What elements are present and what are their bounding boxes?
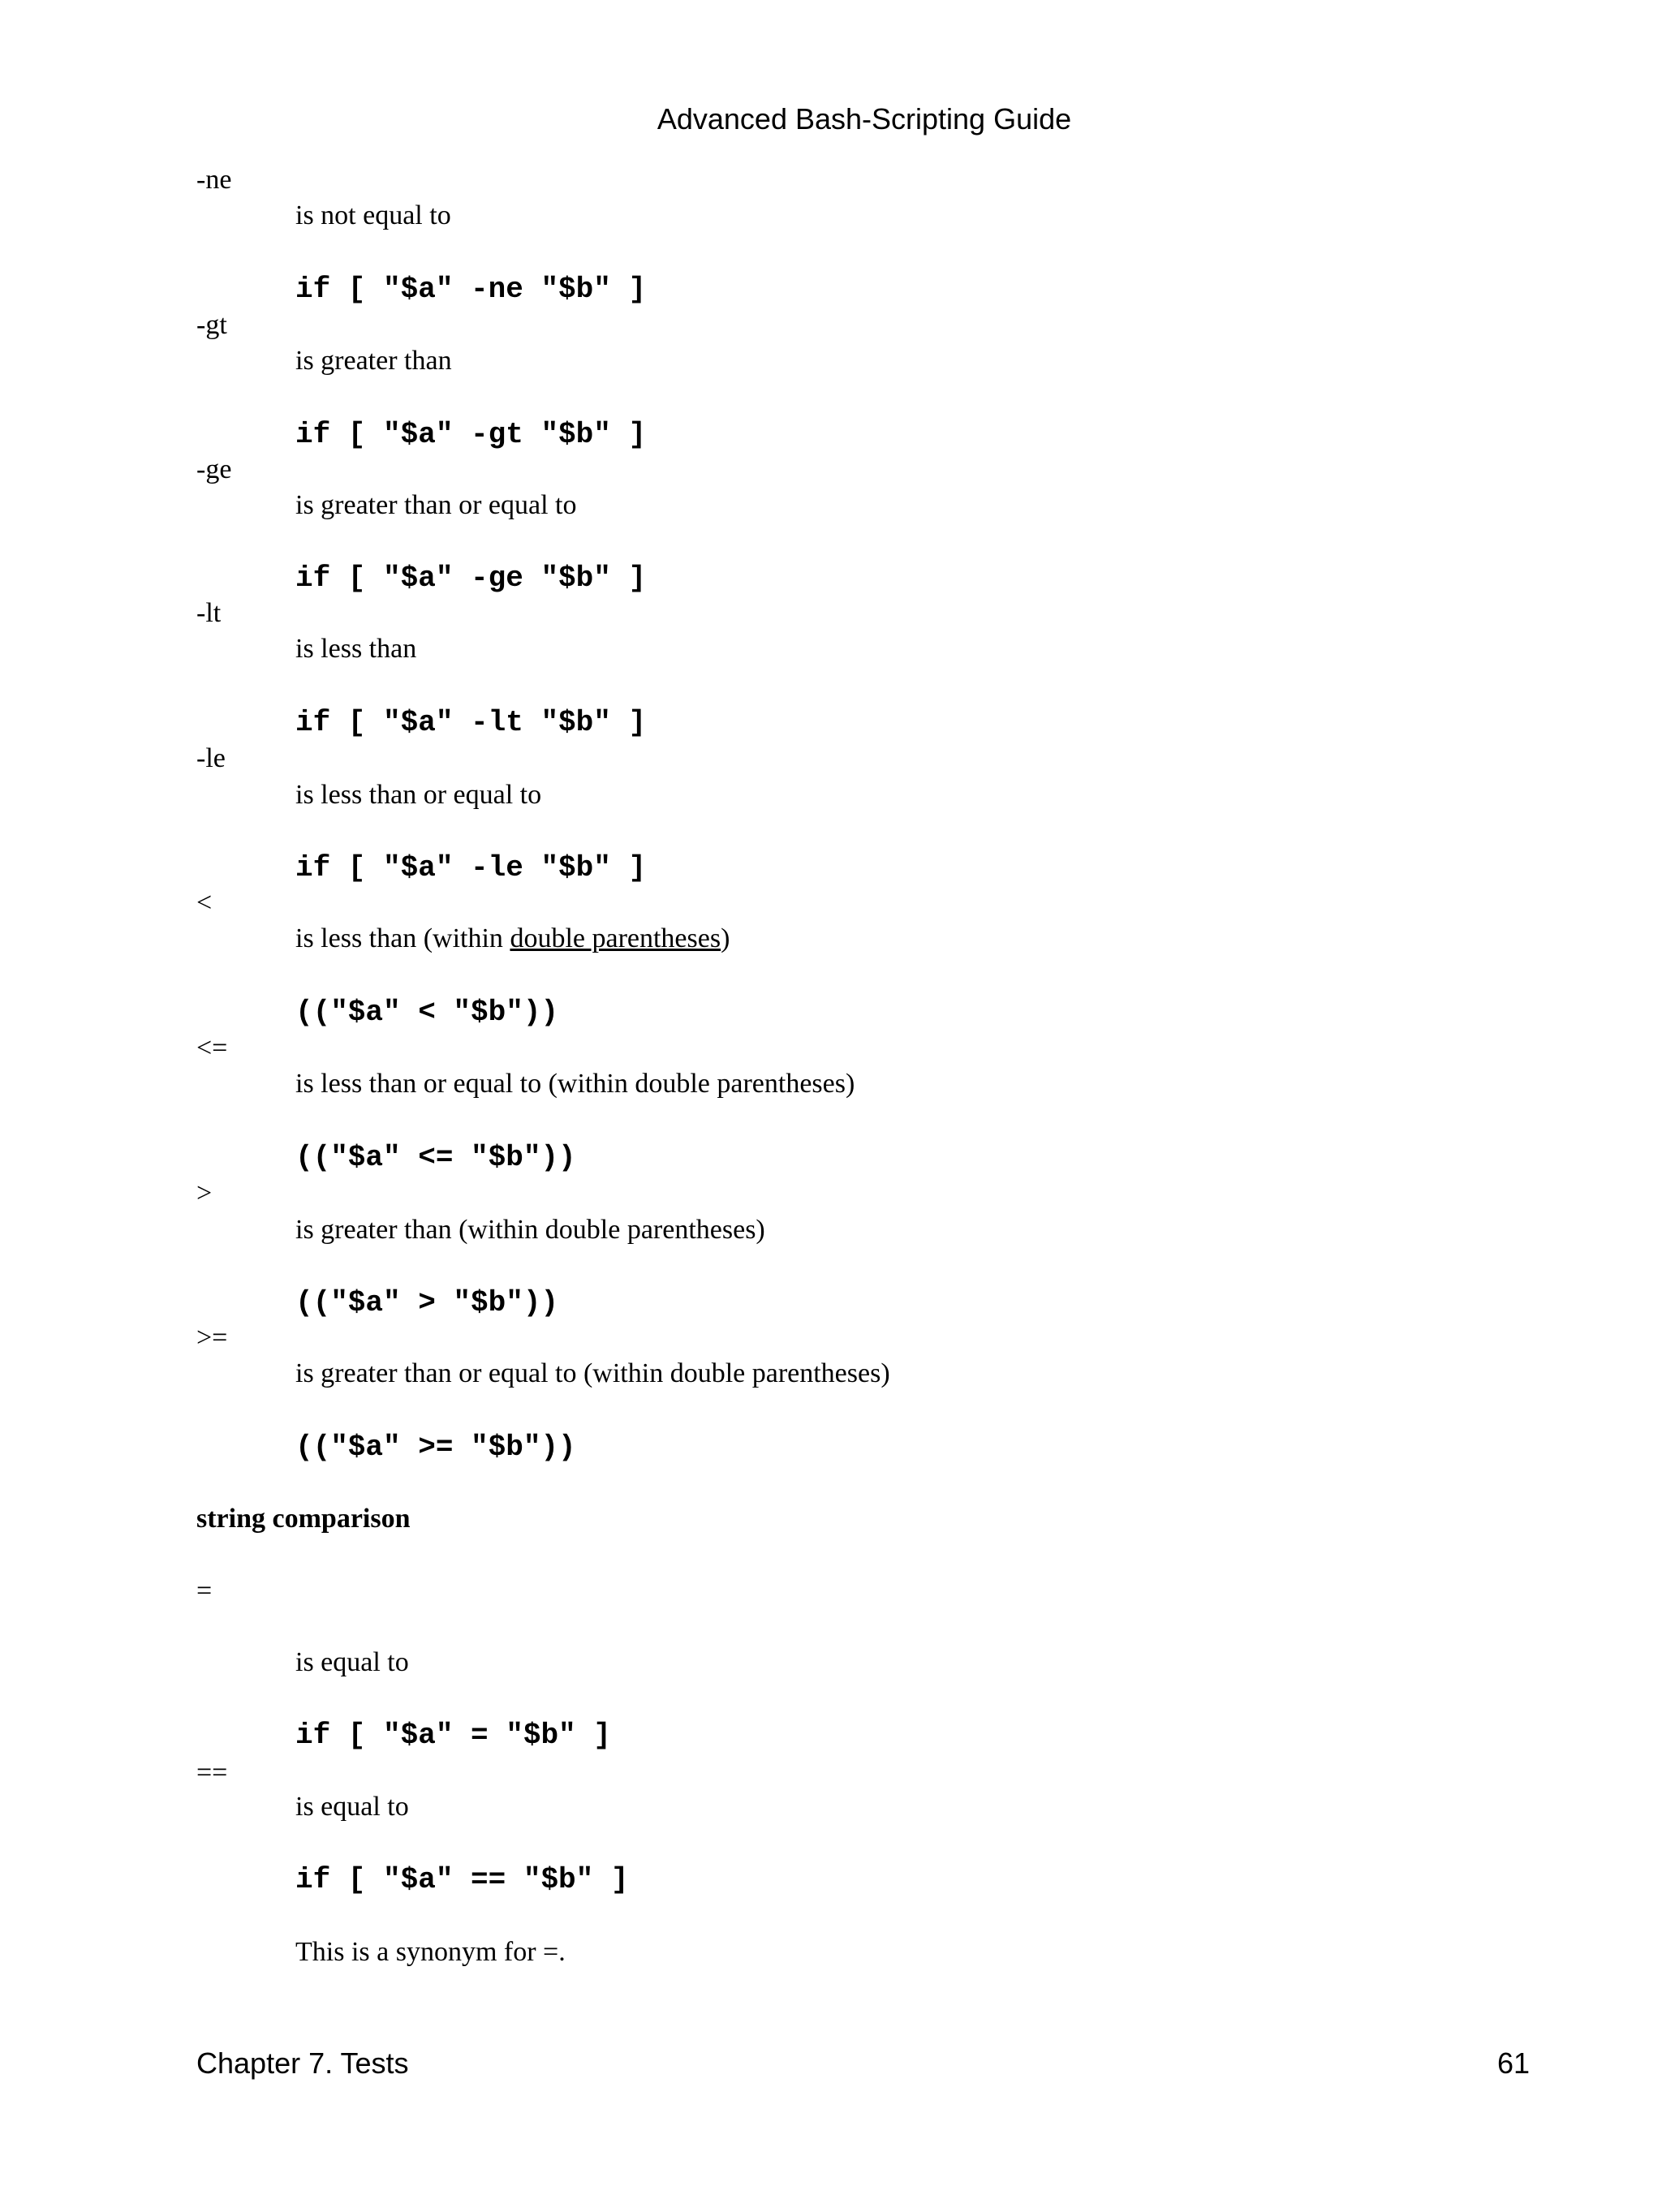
- code-example-equal: if [ "$a" = "$b" ]: [295, 1719, 611, 1752]
- code-example-ge: if [ "$a" -ge "$b" ]: [295, 562, 647, 595]
- definition-lteq: is less than or equal to (within double parentheses): [295, 1069, 855, 1099]
- term-equal: =: [196, 1576, 213, 1606]
- definition-text-end: ): [721, 923, 730, 953]
- definition-double-equal: is equal to: [295, 1792, 409, 1822]
- definition-ne: is not equal to: [295, 200, 451, 230]
- definition-equal: is equal to: [295, 1647, 409, 1677]
- term-lteq: <=: [196, 1033, 228, 1063]
- definition-gt: is greater than (within double parentheses): [295, 1215, 765, 1245]
- definition-lt: [295, 921, 730, 957]
- code-example-le: if [ "$a" -le "$b" ]: [295, 851, 647, 884]
- footer-chapter: Chapter 7. Tests: [196, 2046, 409, 2080]
- term-gteq: >=: [196, 1323, 228, 1353]
- code-example-lt: (("$a" < "$b")): [295, 996, 559, 1029]
- term-lt: <: [196, 888, 213, 918]
- double-parentheses-link[interactable]: double parentheses: [510, 923, 721, 953]
- term-gt: -gt: [196, 310, 227, 340]
- definition-gt: is greater than: [295, 346, 452, 376]
- term-le: -le: [196, 743, 226, 773]
- synonym-note: This is a synonym for =.: [295, 1937, 566, 1967]
- section-heading-string-comparison: string comparison: [196, 1504, 411, 1534]
- definition-lt: is less than: [295, 634, 417, 664]
- code-example-gt: if [ "$a" -gt "$b" ]: [295, 418, 647, 451]
- definition-text: is less than (within: [295, 923, 510, 953]
- term-gt: >: [196, 1178, 213, 1208]
- term-double-equal: ==: [196, 1758, 228, 1788]
- code-example-ne: if [ "$a" -ne "$b" ]: [295, 273, 647, 306]
- code-example-gt: (("$a" > "$b")): [295, 1286, 559, 1319]
- code-example-lt: if [ "$a" -lt "$b" ]: [295, 706, 647, 739]
- definition-le: is less than or equal to: [295, 780, 542, 810]
- definition-ge: is greater than or equal to: [295, 490, 577, 520]
- page-header-title: Advanced Bash-Scripting Guide: [657, 102, 1072, 136]
- definition-gteq: is greater than or equal to (within double parentheses): [295, 1358, 890, 1388]
- code-example-lteq: (("$a" <= "$b")): [295, 1141, 576, 1174]
- footer-page-number: 61: [1496, 2046, 1530, 2080]
- term-lt: -lt: [196, 598, 222, 628]
- code-example-double-equal: if [ "$a" == "$b" ]: [295, 1863, 629, 1896]
- term-ge: -ge: [196, 454, 232, 484]
- term-ne: -ne: [196, 165, 232, 195]
- code-example-gteq: (("$a" >= "$b")): [295, 1431, 576, 1464]
